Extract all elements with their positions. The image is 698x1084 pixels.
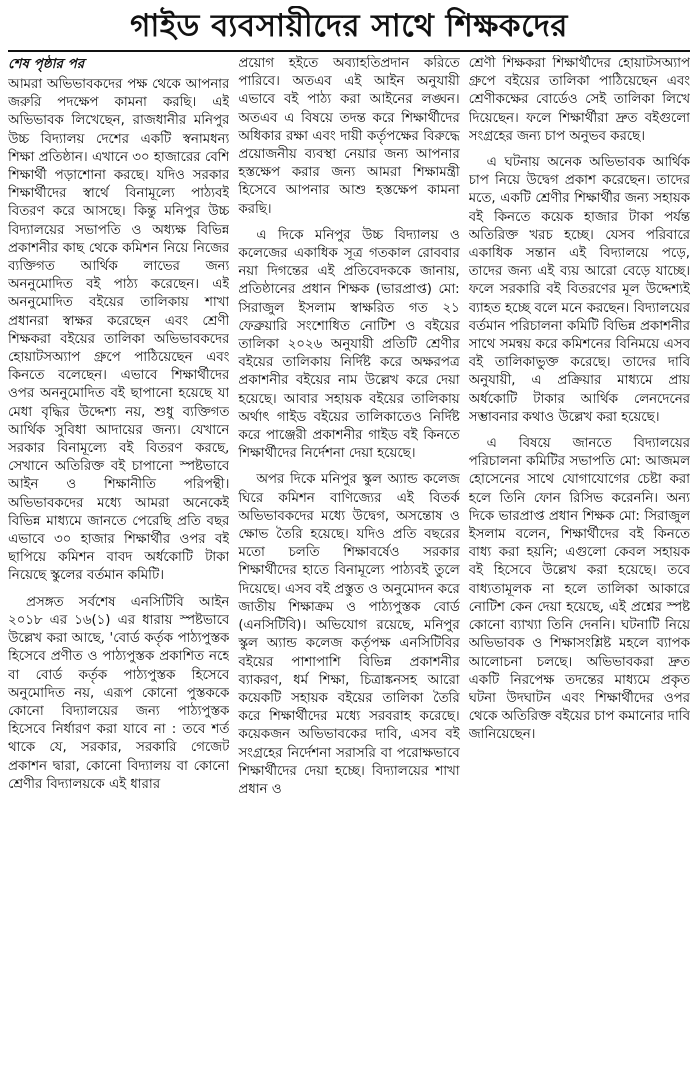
paragraph: শ্রেণী শিক্ষকরা শিক্ষার্থীদের হোয়াটসঅ্যাপ গ্রুপে বইয়ের তালিকা পাঠিয়েছেন এবং শ্রেণীকক্ষের বোর্ডেও সেই তালিকা লিখে দিয়েছেন। ফলে শিক্ষার্থীরা দ্রুত বইগুলো সংগ্রহের জন্য চাপ অনুভব করছে। <box>468 56 690 144</box>
paragraph: এ বিষয়ে জানতে বিদ্যালয়ের পরিচালনা কমিটির সভাপতি মো: আজমল হোসেনের সাথে যোগাযোগের চেষ্টা করা হলে তিনি ফোন রিসিভ করেননি। অন্য দিকে ভারপ্রাপ্ত প্রধান শিক্ষক মো: সিরাজুল ইসলাম বলেন, শিক্ষার্থীদের বই কিনতে বাধ্য করা হয়নি; এগুলো কেবল সহায়ক বই হিসেবে উল্লেখ করা হয়েছে। তবে বাধ্যতামূলক না হলে তালিকা আকারে নোটিশ কেন দেয়া হয়েছে, এই প্রশ্নের স্পষ্ট কোনো ব্যাখ্যা তিনি দেননি। ঘটনাটি নিয়ে অভিভাবক ও শিক্ষাসংশ্লিষ্ট মহলে ব্যাপক আলোচনা চলছে। অভিভাবকরা দ্রুত একটি নিরপেক্ষ তদন্তের মাধ্যমে প্রকৃত ঘটনা উদঘাটন এবং শিক্ষার্থীদের ওপর থেকে অতিরিক্ত বইয়ের চাপ কমানোর দাবি জানিয়েছেন। <box>468 436 690 743</box>
paragraph: অপর দিকে মনিপুর স্কুল অ্যান্ড কলেজ ঘিরে কমিশন বাণিজ্যের এই বিতর্ক অভিভাবকদের মধ্যে উদ্বেগ, অসন্তোষ ও ক্ষোভ তৈরি হয়েছে। যদিও প্রতি বছরের মতো চলতি শিক্ষাবর্ষেও সরকার শিক্ষার্থীদের হাতে বিনামূল্যে পাঠ্যবই তুলে দিয়েছে। এসব বই প্রস্তুত ও অনুমোদন করে জাতীয় শিক্ষাক্রম ও পাঠ্যপুস্তক বোর্ড (এনসিটিবি)। অভিযোগ রয়েছে, মনিপুর স্কুল অ্যান্ড কলেজ কর্তৃপক্ষ এনসিটিবির বইয়ের পাশাপাশি বিভিন্ন প্রকাশনীর ব্যাকরণ, ধর্ম শিক্ষা, চিত্রাঙ্কনসহ আরো কয়েকটি সহায়ক বইয়ের তালিকা তৈরি করে শিক্ষার্থীদের মধ্যে সরবরাহ করেছে। কয়েকজন অভিভাবকের দাবি, এসব বই সংগ্রহের নির্দেশনা সরাসরি বা পরোক্ষভাবে শিক্ষার্থীদের দেয়া হচ্ছে। বিদ্যালয়ের শাখা প্রধান ও <box>238 472 460 797</box>
paragraph: এ দিকে মনিপুর উচ্চ বিদ্যালয় ও কলেজের একাধিক সূত্র গতকাল রোববার নয়া দিগন্তের এই প্রতিবেদককে জানায়, প্রতিষ্ঠানের প্রধান শিক্ষক (ভারপ্রাপ্ত) মো: সিরাজুল ইসলাম স্বাক্ষরিত গত ২১ ফেব্রুয়ারি সংশোধিত নোটিশ ও বইয়ের তালিকা ২০২৬ অনুযায়ী প্রতিটি শ্রেণীর বইয়ের তালিকায় নির্দিষ্ট করে অক্ষরপত্র প্রকাশনীর বইয়ের নাম উল্লেখ করে দেয়া হয়েছে। আবার সহায়ক বইয়ের তালিকায় অর্থাৎ গাইড বইয়ের তালিকাতেও নির্দিষ্ট করে পাঞ্জেরী প্রকাশনীর গাইড বই কিনতে শিক্ষার্থীদের নির্দেশনা দেয়া হয়েছে। <box>238 227 460 462</box>
continued-from-label: শেষ পৃষ্ঠার পর <box>8 56 85 72</box>
article-columns <box>8 55 690 1079</box>
paragraph: প্রয়োগ হইতে অব্যাহতিপ্রদান করিতে পারিবে। অতএব এই আইন অনুযায়ী এভাবে বই পাঠ্য করা আইনের লঙ্ঘন। অতএব এ বিষয়ে তদন্ত করে শিক্ষার্থীদের অধিকার রক্ষা এবং দায়ী কর্তৃপক্ষের বিরুদ্ধে প্রয়োজনীয় ব্যবস্থা নেয়ার জন্য আপনার হস্তক্ষেপ করার জন্য আমরা শিক্ষামন্ত্রী হিসেবে আপনার আশু হস্তক্ষেপ কামনা করছি। <box>238 56 460 217</box>
paragraph: এ ঘটনায় অনেক অভিভাবক আর্থিক চাপ নিয়ে উদ্বেগ প্রকাশ করেছেন। তাদের মতে, একটি শ্রেণীর শিক্ষার্থীর জন্য সহায়ক বই কিনতে কয়েক হাজার টাকা পর্যন্ত অতিরিক্ত খরচ হচ্ছে। যেসব পরিবারে একাধিক সন্তান এই বিদ্যালয়ে পড়ে, তাদের জন্য এই ব্যয় আরো বেড়ে যাচ্ছে। ফলে সরকারি বই বিতরণের মূল উদ্দেশ্যই ব্যাহত হচ্ছে বলে মনে করছেন। বিদ্যালয়ের বর্তমান পরিচালনা কমিটি বিভিন্ন প্রকাশনীর সাথে সমন্বয় করে কমিশনের বিনিময়ে এসব বই তালিকাভুক্ত করেছে। তাদের দাবি অনুযায়ী, এ প্রক্রিয়ার মাধ্যমে প্রায় অর্ধকোটি টাকার আর্থিক লেনদেনের সম্ভাবনার কথাও উল্লেখ করা হয়েছে। <box>468 155 690 425</box>
column-1 <box>8 55 229 1079</box>
column-3 <box>469 55 690 1079</box>
headline-rule <box>8 50 690 52</box>
column-2 <box>238 55 459 1079</box>
paragraph: আমরা অভিভাবকদের পক্ষ থেকে আপনার জরুরি পদক্ষেপ কামনা করছি। এই অভিভাবক লিখেছেন, রাজধানীর মনিপুর উচ্চ বিদ্যালয় দেশের একটি স্বনামধন্য শিক্ষা প্রতিষ্ঠান। এখানে ৩০ হাজারের বেশি শিক্ষার্থী পড়াশোনা করছে। যদিও সরকার শিক্ষার্থীদের স্বার্থে বিনামূল্যে পাঠ্যবই বিতরণ করে আসছে। কিন্তু মনিপুর উচ্চ বিদ্যালয়ের সভাপতি ও অধ্যক্ষ বিভিন্ন প্রকাশনীর কাছ থেকে কমিশন নিয়ে নিজের ব্যক্তিগত আর্থিক লাভের জন্য অননুমোদিত বই পাঠ্য করেছেন। এই অননুমোদিত বইয়ের তালিকায় শাখা প্রধানরা স্বাক্ষর করেছেন এবং শ্রেণী শিক্ষকরা বইয়ের তালিকা অভিভাবকদের হোয়াটসঅ্যাপ গ্রুপে পাঠিয়েছেন এবং কিনতে বলেছেন। এভাবে শিক্ষার্থীদের ওপর অননুমোদিত বই ছাপানো হয়েছে যা মেধা বৃদ্ধির উদ্দেশ্য নয়, শুধু ব্যক্তিগত আর্থিক সুবিধা আদায়ের জন্য। যেখানে সরকার বিনামূল্যে বই বিতরণ করছে, সেখানে অতিরিক্ত বই চাপানো স্পষ্টভাবে আইন ও শিক্ষানীতি পরিপন্থী। অভিভাবকদের মধ্যে আমরা অনেকেই বিভিন্ন মাধ্যমে জানতে পেরেছি প্রতি বছর এভাবে ৩০ হাজার শিক্ষার্থীর ওপর বই ছাপিয়ে কমিশন বাবদ অর্ধকোটি টাকা নিয়েছে স্কুলের বর্তমান কমিটি। <box>8 77 230 584</box>
paragraph: প্রসঙ্গত সর্বশেষ এনসিটিবি আইন ২০১৮ এর ১৬(১) এর ধারায় স্পষ্টভাবে উল্লেখ করা আছে, 'বোর্ড কর্তৃক পাঠ্যপুস্তক হিসেবে প্রণীত ও পাঠ্যপুস্তক প্রকাশিত নহে বা বোর্ড কর্তৃক পাঠ্যপুস্তক হিসেবে অনুমোদিত নয়, এরূপ কোনো পুস্তককে কোনো বিদ্যালয়ের জন্য পাঠ্যপুস্তক হিসেবে নির্ধারণ করা যাবে না : তবে শর্ত থাকে যে, সরকার, সরকারি গেজেট প্রকাশন দ্বারা, কোনো বিদ্যালয় বা কোনো শ্রেণীর বিদ্যালয়কে এই ধারার <box>8 594 230 792</box>
headline: গাইড ব্যবসায়ীদের সাথে শিক্ষকদের <box>130 8 568 44</box>
